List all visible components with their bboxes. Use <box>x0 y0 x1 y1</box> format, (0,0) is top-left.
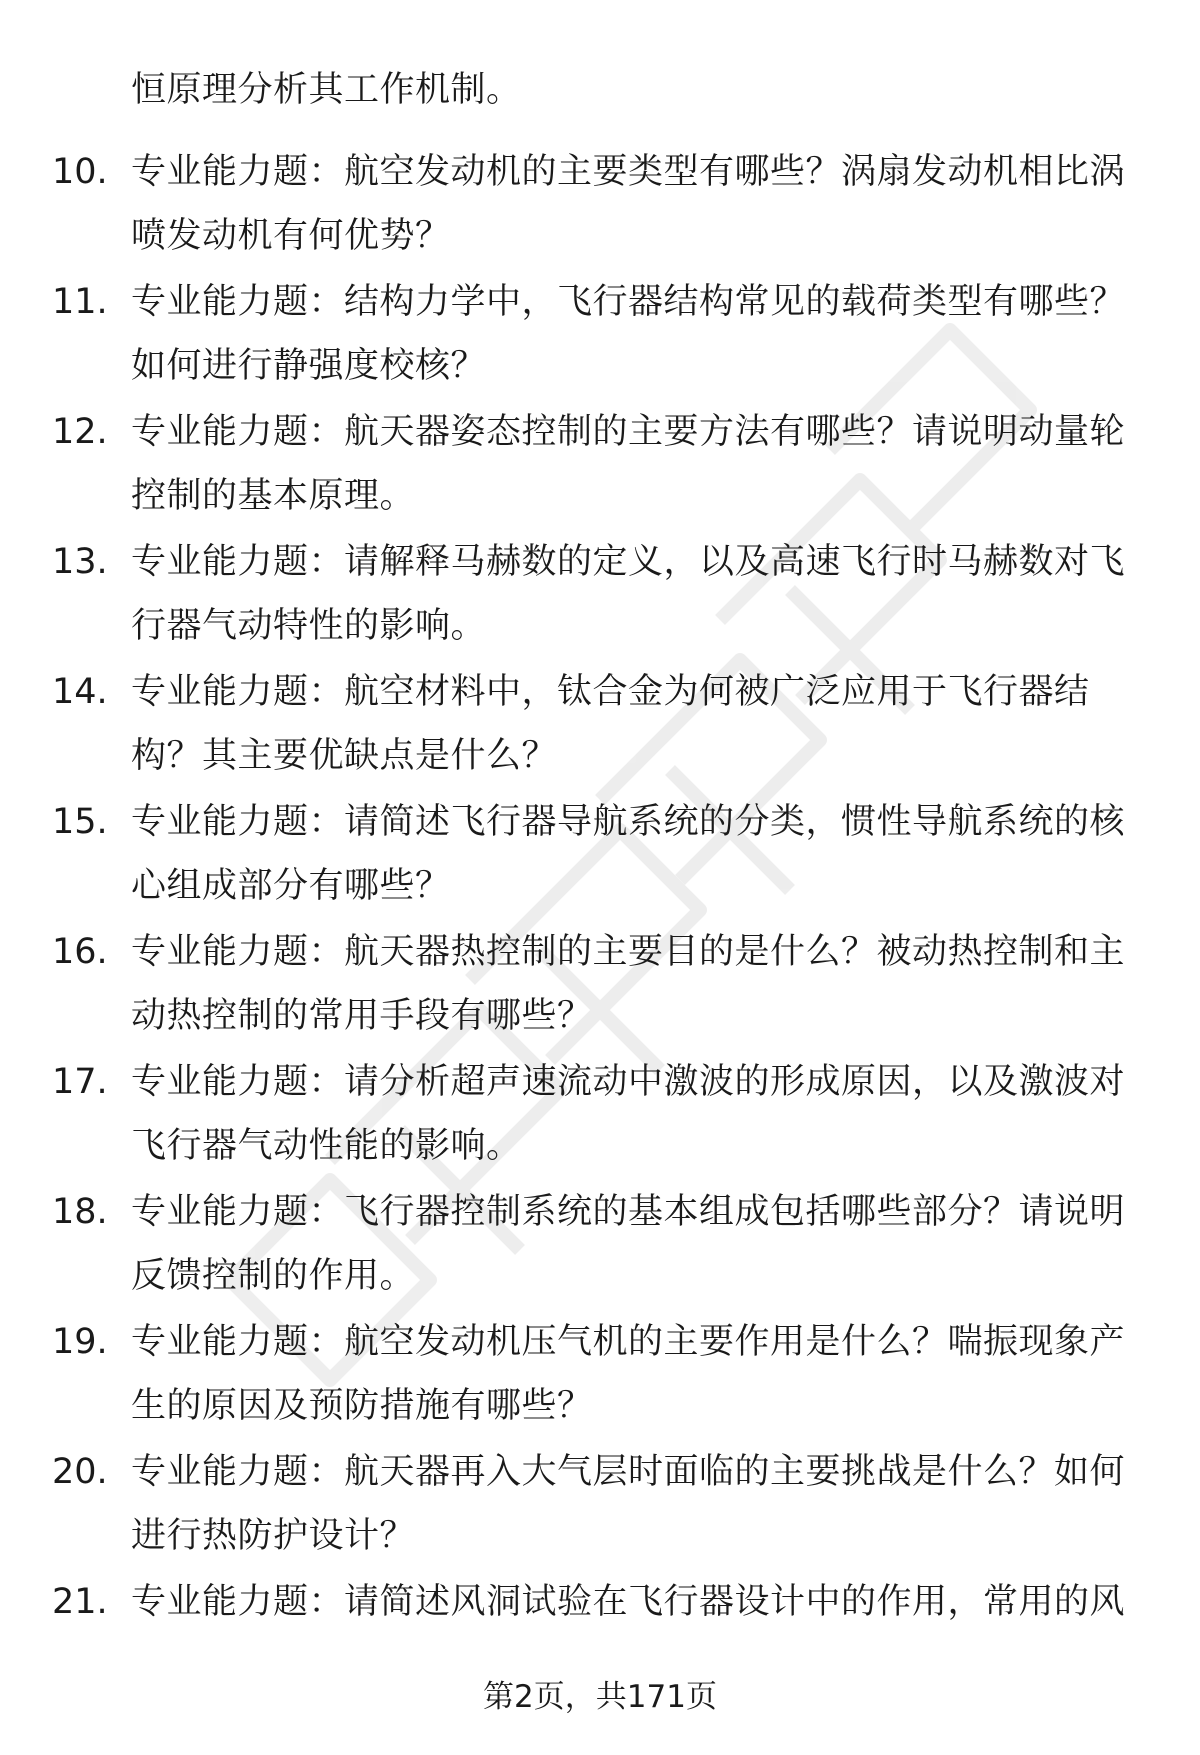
question-text-line: 喷发动机有何优势？ <box>131 216 451 256</box>
question-text-line: 专业能力题：航空材料中，钛合金为何被广泛应用于飞行器结 <box>131 672 1090 712</box>
question-text-line: 构？其主要优缺点是什么？ <box>131 736 558 776</box>
question-text-line: 专业能力题：飞行器控制系统的基本组成包括哪些部分？请说明 <box>131 1192 1126 1232</box>
question-number: 17. <box>52 1062 108 1102</box>
page-footer: 第2页，共171页 <box>483 1679 717 1715</box>
question-text-line: 专业能力题：航天器再入大气层时面临的主要挑战是什么？如何 <box>131 1452 1126 1492</box>
question-text-line: 专业能力题：结构力学中，飞行器结构常见的载荷类型有哪些？ <box>131 282 1126 322</box>
question-text-line: 专业能力题：航空发动机的主要类型有哪些？涡扇发动机相比涡 <box>131 152 1126 192</box>
question-list <box>0 140 1200 1700</box>
list-item <box>0 1310 1200 1426</box>
question-text-line: 专业能力题：请简述风洞试验在飞行器设计中的作用，常用的风 <box>131 1582 1126 1622</box>
question-text-line: 动热控制的常用手段有哪些？ <box>131 996 593 1036</box>
list-item <box>0 1440 1200 1556</box>
list-item <box>0 1050 1200 1166</box>
question-number: 13. <box>52 542 108 582</box>
list-item <box>0 1570 1200 1634</box>
question-text-line: 控制的基本原理。 <box>131 476 416 516</box>
question-text-line: 专业能力题：请解释马赫数的定义，以及高速飞行时马赫数对飞 <box>131 542 1126 582</box>
question-number: 19. <box>52 1322 108 1362</box>
question-number: 12. <box>52 412 108 452</box>
list-item <box>0 790 1200 906</box>
question-text-line: 如何进行静强度校核？ <box>131 346 487 386</box>
question-text-line: 专业能力题：航空发动机压气机的主要作用是什么？喘振现象产 <box>131 1322 1126 1362</box>
list-item <box>0 660 1200 776</box>
question-text-line: 专业能力题：航天器热控制的主要目的是什么？被动热控制和主 <box>131 932 1126 972</box>
question-text-line: 反馈控制的作用。 <box>131 1256 416 1296</box>
question-number: 14. <box>52 672 108 712</box>
list-item <box>0 270 1200 386</box>
question-number: 18. <box>52 1192 108 1232</box>
list-item <box>0 530 1200 646</box>
question-text-line: 专业能力题：航天器姿态控制的主要方法有哪些？请说明动量轮 <box>131 412 1126 452</box>
question-number: 15. <box>52 802 108 842</box>
question-text-line: 专业能力题：请分析超声速流动中激波的形成原因，以及激波对 <box>131 1062 1126 1102</box>
question-number: 10. <box>52 152 108 192</box>
question-text-line: 飞行器气动性能的影响。 <box>131 1126 522 1166</box>
continuation-text: 恒原理分析其工作机制。 <box>131 70 522 110</box>
question-number: 21. <box>52 1582 108 1622</box>
list-item <box>0 1180 1200 1296</box>
question-number: 11. <box>52 282 108 322</box>
question-text-line: 专业能力题：请简述飞行器导航系统的分类，惯性导航系统的核 <box>131 802 1126 842</box>
list-item <box>0 920 1200 1036</box>
question-text-line: 心组成部分有哪些？ <box>131 866 451 906</box>
list-item <box>0 400 1200 516</box>
question-number: 20. <box>52 1452 108 1492</box>
question-text-line: 行器气动特性的影响。 <box>131 606 487 646</box>
question-text-line: 进行热防护设计？ <box>131 1516 416 1556</box>
question-number: 16. <box>52 932 108 972</box>
question-text-line: 生的原因及预防措施有哪些？ <box>131 1386 593 1426</box>
list-item <box>0 140 1200 256</box>
